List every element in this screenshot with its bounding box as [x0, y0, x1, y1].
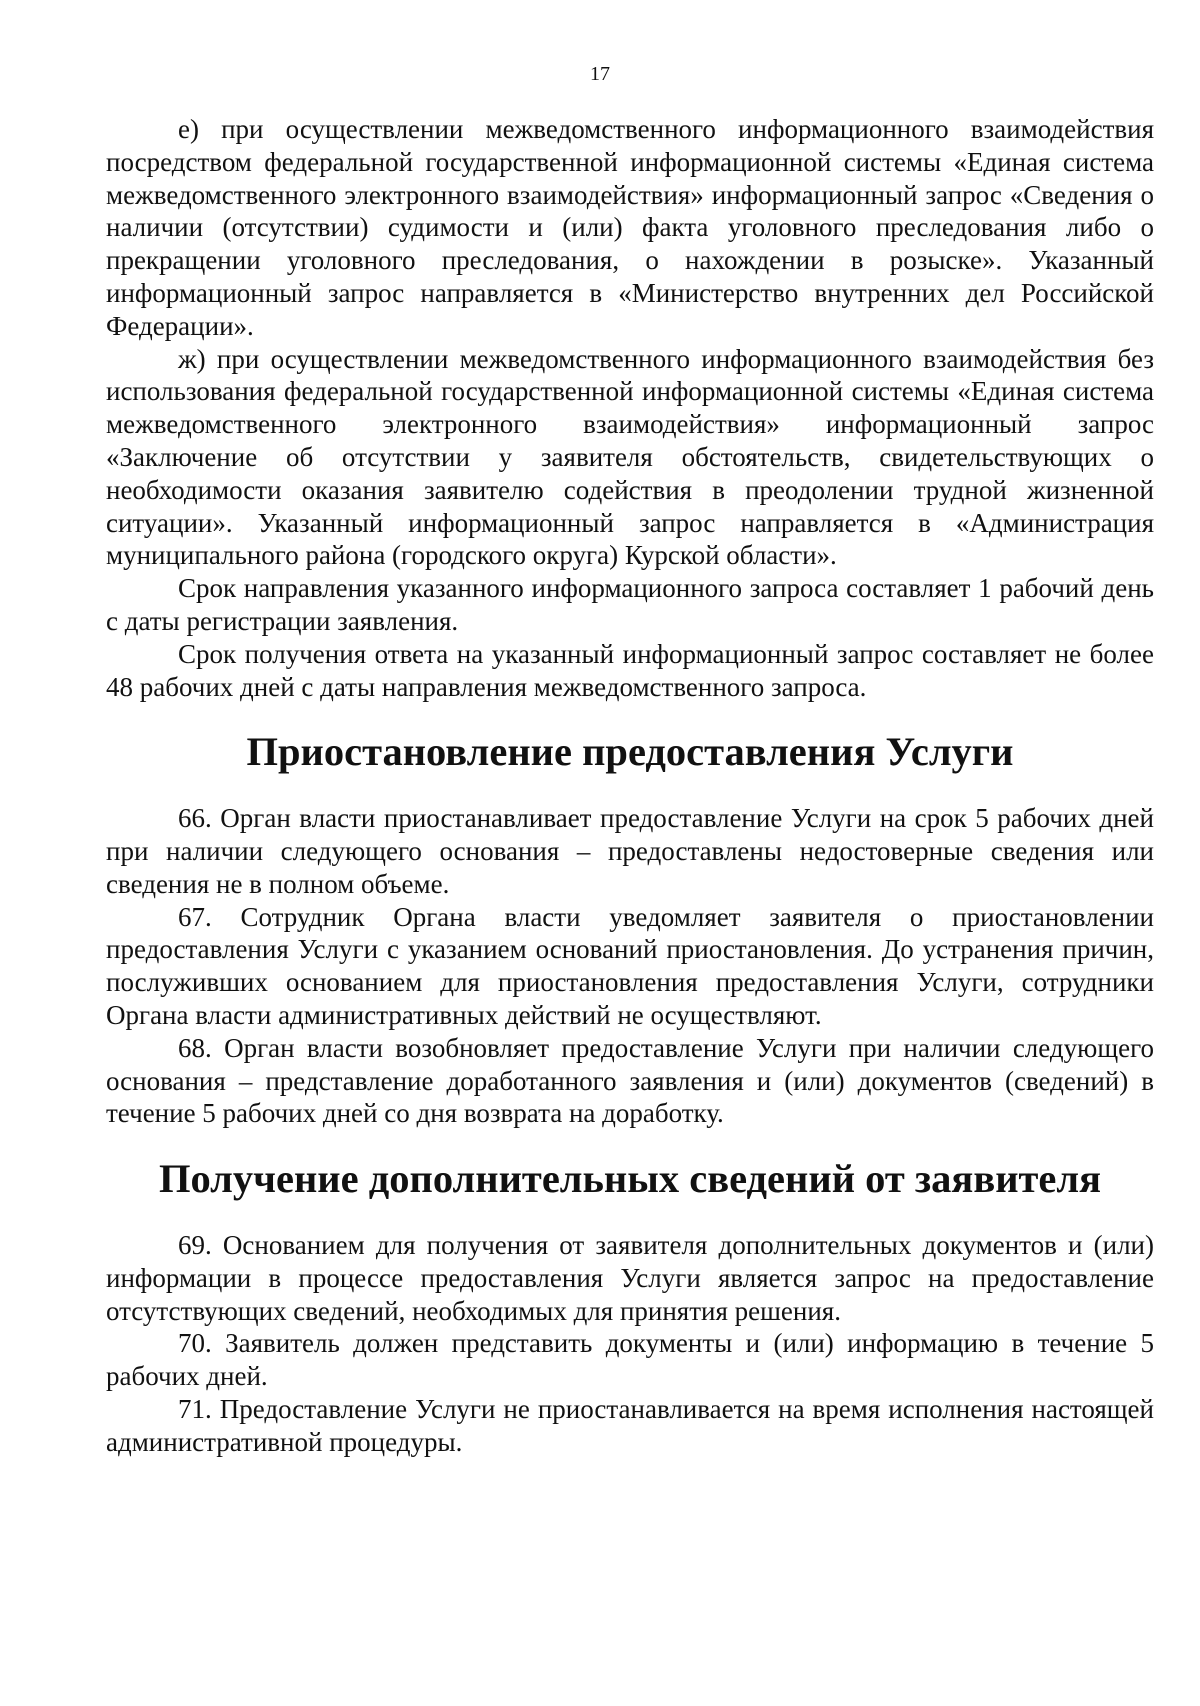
paragraph-70: 70. Заявитель должен представить документы и (или) информацию в течение 5 рабочих дней. [106, 1328, 1154, 1392]
page-number: 17 [590, 63, 610, 85]
paragraph-66: 66. Орган власти приостанавливает предоставление Услуги на срок 5 рабочих дней при наличии следующего основания – предоставлены недостоверные сведения или сведения не в полном объеме. [106, 803, 1154, 899]
paragraph-request-term: Срок направления указанного информационного запроса составляет 1 рабочий день с даты регистрации заявления. [106, 573, 1154, 636]
paragraph-67: 67. Сотрудник Органа власти уведомляет заявителя о приостановлении предоставления Услуги с указанием оснований приостановления. До устранения причин, послуживших основанием для приостановления предоставления Услуги, сотрудники Органа власти административных действий не осуществляют. [106, 901, 1154, 1030]
paragraph-zh: ж) при осуществлении межведомственного информационного взаимодействия без использования федеральной государственной информационной системы «Единая система межведомственного электронного взаимодействия» информационный запрос «Заключение об отсутствии у заявителя обстоятельств, свидетельствующих о необходимости оказания заявителю содействия в преодолении трудной жизненной ситуации». Указанный информационный запрос направляется в «Администрация муниципального района (городского округа) Курской области». [106, 343, 1154, 571]
paragraph-68: 68. Орган власти возобновляет предоставление Услуги при наличии следующего основания – представление доработанного заявления и (или) документов (сведений) в течение 5 рабочих дней со дня возврата на доработку. [106, 1032, 1154, 1129]
section-heading-additional-info: Получение дополнительных сведений от заявителя [158, 1156, 1102, 1202]
paragraph-e: е) при осуществлении межведомственного информационного взаимодействия посредством федеральной государственной информационной системы «Единая система межведомственного электронного взаимодействия» информационный запрос «Сведения о наличии (отсутствии) судимости и (или) факта уголовного преследования либо о прекращении уголовного преследования, о нахождении в розыске». Указанный информационный запрос направляется в «Министерство внутренних дел Российской Федерации». [106, 114, 1154, 341]
paragraph-response-term: Срок получения ответа на указанный информационный запрос составляет не более 48 рабочих дней с даты направления межведомственного запроса. [106, 638, 1154, 702]
paragraph-69: 69. Основанием для получения от заявителя дополнительных документов и (или) информации в процессе предоставления Услуги является запрос на предоставление отсутствующих сведений, необходимых для принятия решения. [106, 1229, 1154, 1326]
paragraph-71: 71. Предоставление Услуги не приостанавливается на время исполнения настоящей административной процедуры. [106, 1393, 1154, 1457]
section-heading-suspension: Приостановление предоставления Услуги [246, 729, 1014, 775]
document-body [106, 113, 1154, 1458]
